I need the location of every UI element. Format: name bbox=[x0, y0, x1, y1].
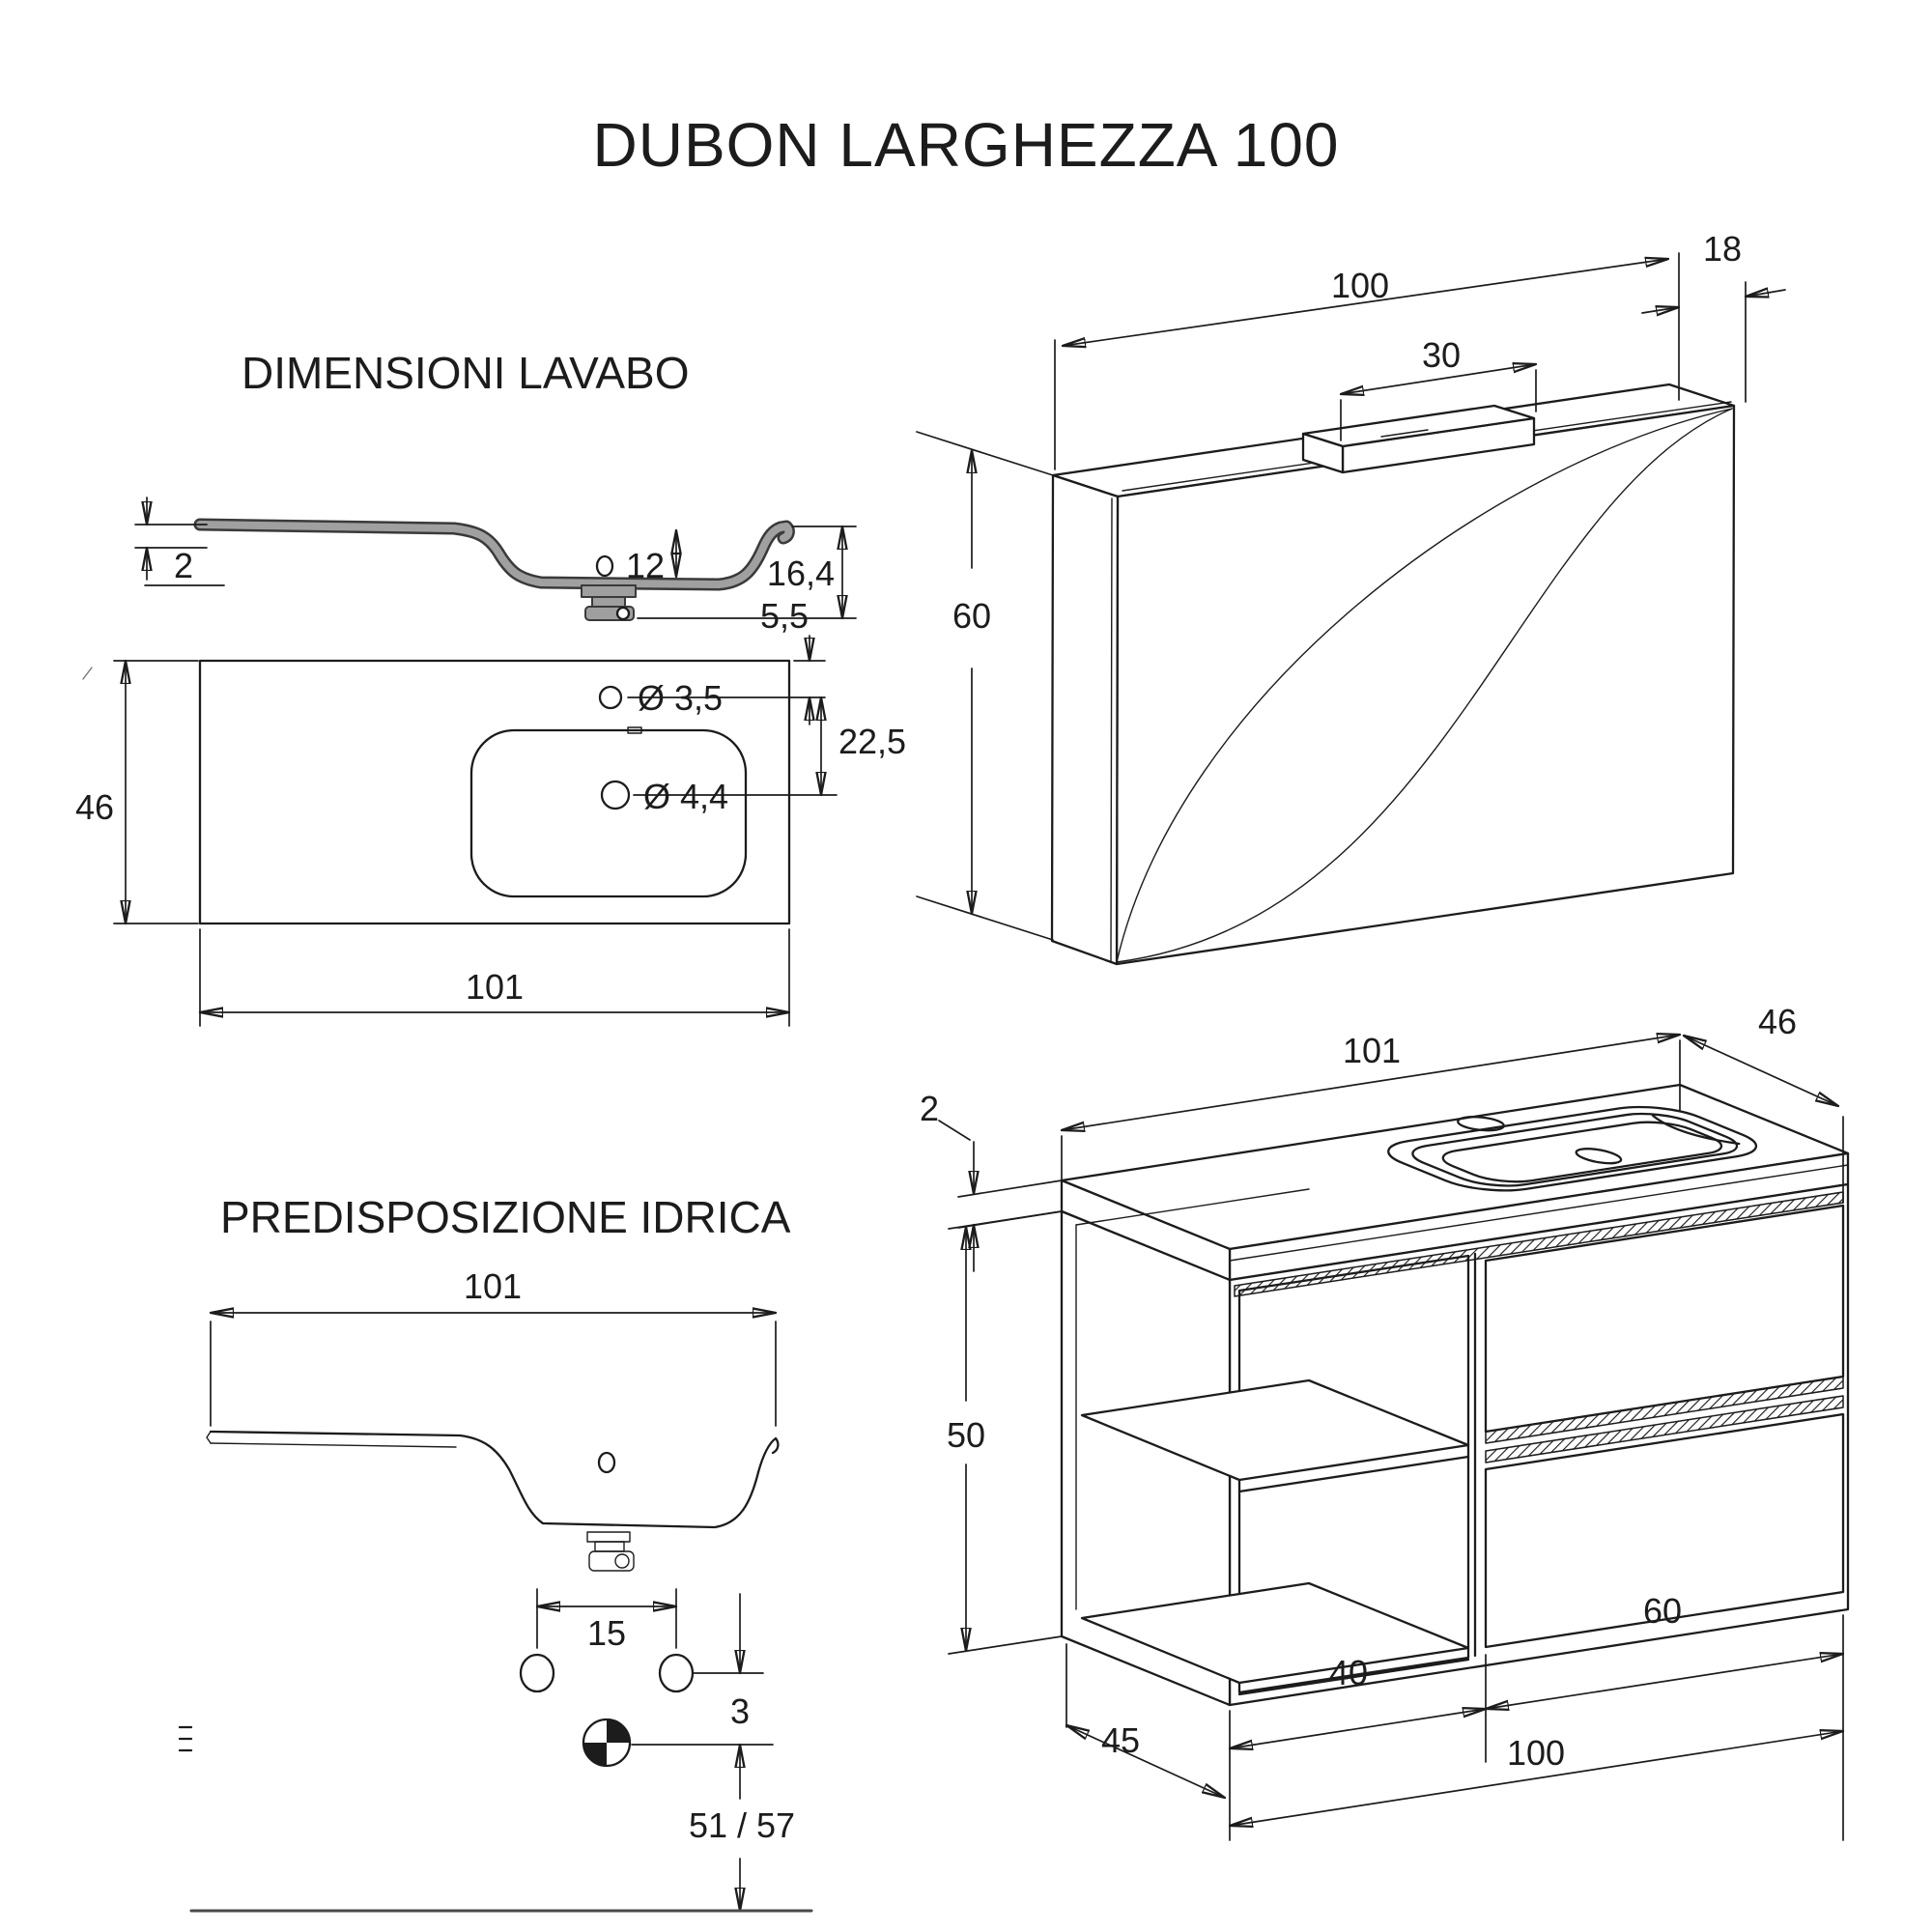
hot-water-dot bbox=[521, 1655, 554, 1691]
plumbing-section-heading: PREDISPOSIZIONE IDRICA bbox=[220, 1192, 791, 1242]
dim-basin-width: 101 bbox=[463, 1266, 523, 1306]
overflow-hole-side bbox=[597, 556, 612, 576]
dim-plan-depth: 46 bbox=[74, 787, 115, 827]
pl-drain-neck bbox=[595, 1542, 624, 1551]
dim-drain-height: 51 / 57 bbox=[688, 1805, 796, 1845]
b45-line bbox=[1066, 1725, 1225, 1798]
dim-mirror-depth: 18 bbox=[1702, 229, 1743, 269]
dim-lamp-width: 30 bbox=[1421, 335, 1462, 375]
plumbing-basin-endcap bbox=[207, 1432, 211, 1443]
dim-top-thickness: 2 bbox=[919, 1089, 940, 1128]
pl-drain-hole bbox=[615, 1554, 629, 1568]
m60-tick-bottom bbox=[917, 896, 1053, 940]
mirror-door-face bbox=[1117, 406, 1734, 964]
m18-arrow-left bbox=[1642, 307, 1679, 313]
drain-center-mark bbox=[583, 1719, 630, 1766]
dim-mirror-width: 100 bbox=[1330, 266, 1390, 305]
pl-drain-flange bbox=[587, 1532, 630, 1542]
b40-line bbox=[1230, 1709, 1486, 1748]
dim-body-height: 50 bbox=[946, 1415, 986, 1455]
dim-bowl-depth: 12 bbox=[625, 546, 666, 585]
dim-mirror-height: 60 bbox=[952, 596, 992, 636]
drain-nut-hole bbox=[617, 608, 629, 619]
stray-tick bbox=[83, 668, 92, 679]
drain-neck bbox=[592, 597, 625, 607]
plumbing-basin-profile bbox=[211, 1432, 778, 1527]
dim-overall-depth: 16,4 bbox=[766, 554, 835, 593]
m60-tick-top bbox=[917, 432, 1053, 475]
page-title: DUBON LARGHEZZA 100 bbox=[592, 110, 1340, 180]
margin-ticks bbox=[180, 1727, 191, 1750]
washbasin-plan-view bbox=[75, 596, 906, 1026]
dim-top-width: 101 bbox=[1342, 1031, 1402, 1070]
cold-water-dot bbox=[660, 1655, 693, 1691]
faucet-hole bbox=[600, 687, 621, 708]
dim-rim-thickness: 2 bbox=[173, 546, 194, 585]
b2-leader bbox=[939, 1121, 970, 1140]
dim-shelf-section: 40 bbox=[1328, 1653, 1369, 1692]
dim-top-depth: 46 bbox=[1757, 1002, 1798, 1041]
overflow-hole-plumbing bbox=[599, 1453, 614, 1472]
drain-flange bbox=[582, 585, 636, 597]
dim-drain-offset: 22,5 bbox=[838, 722, 907, 761]
dim-supply-spacing: 15 bbox=[586, 1613, 627, 1653]
drain-hole bbox=[602, 781, 629, 809]
mirror-cabinet-view bbox=[917, 229, 1785, 964]
dim-faucet-hole: Ø 3,5 bbox=[638, 678, 724, 718]
dim-drain-hole: Ø 4,4 bbox=[643, 777, 729, 816]
m18-arrow-right bbox=[1746, 290, 1785, 297]
pl-drain-nut bbox=[589, 1551, 634, 1571]
dim-supply-to-drain: 3 bbox=[729, 1691, 751, 1731]
washbasin-side-view bbox=[135, 497, 856, 620]
plumbing-view bbox=[180, 1266, 811, 1911]
base-unit-view bbox=[920, 1002, 1848, 1840]
basin-profile-outline bbox=[200, 525, 788, 584]
plumbing-basin-innerline bbox=[211, 1443, 456, 1447]
dim-faucet-offset: 5,5 bbox=[759, 596, 810, 636]
b60-line bbox=[1486, 1654, 1843, 1709]
mirror-side-panel bbox=[1052, 475, 1118, 964]
dim-plan-width: 101 bbox=[465, 967, 525, 1007]
dim-body-depth: 45 bbox=[1100, 1720, 1141, 1760]
dim-body-width: 100 bbox=[1506, 1733, 1566, 1773]
dim-drawer-section: 60 bbox=[1642, 1591, 1683, 1631]
washbasin-section-heading: DIMENSIONI LAVABO bbox=[242, 348, 690, 398]
